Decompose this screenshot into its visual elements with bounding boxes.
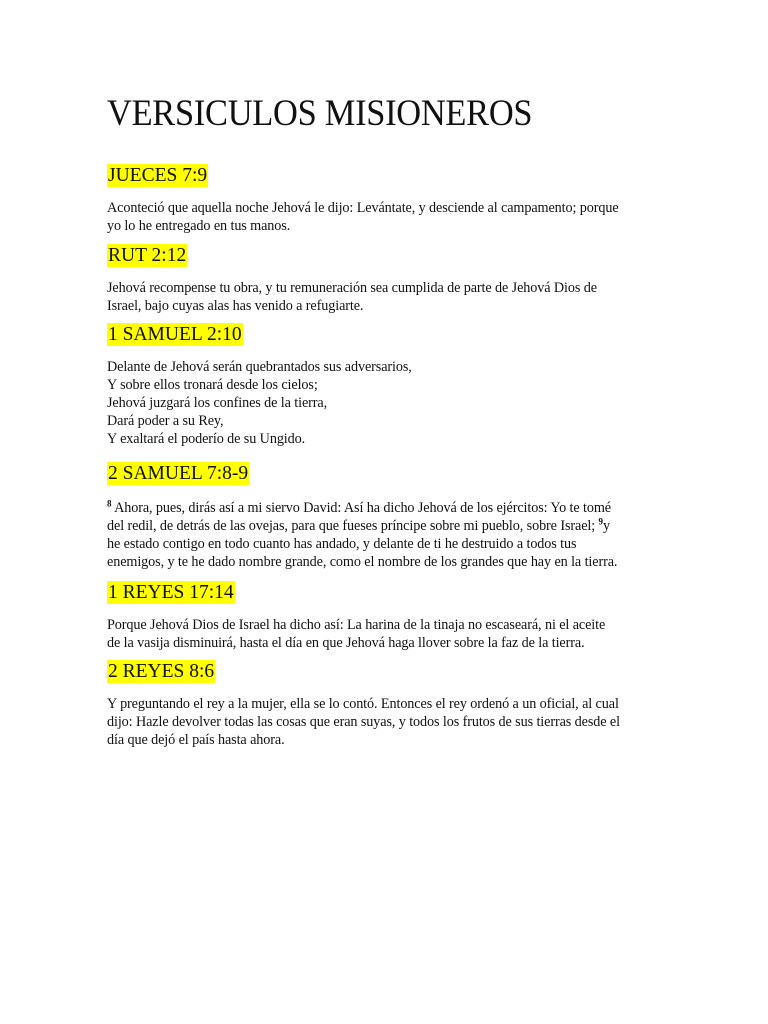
verse-line: Jehová recompense tu obra, y tu remuneración sea cumplida de parte de Jehová Dios de <box>107 280 597 296</box>
verse-text <box>107 616 667 652</box>
verse-section-rut <box>107 244 667 315</box>
verse-number: 9 <box>598 516 603 527</box>
verse-line-text: Ahora, pues, dirás así a mi siervo David: Así ha dicho Jehová de los ejércitos: Yo te tomé <box>111 500 611 516</box>
verse-section-1-samuel <box>107 323 667 448</box>
verse-line: dijo: Hazle devolver todas las cosas que eran suyas, y todos los frutos de sus tierras desde el <box>107 714 620 730</box>
verse-line: de la vasija disminuirá, hasta el día en que Jehová haga llover sobre la faz de la tierra. <box>107 635 585 651</box>
verse-text <box>107 358 667 448</box>
verse-section-2-reyes <box>107 660 667 749</box>
verse-line: Aconteció que aquella noche Jehová le dijo: Levántate, y desciende al campamento; porque <box>107 200 619 216</box>
verse-section-1-reyes <box>107 581 667 652</box>
verse-number: 8 <box>107 498 112 509</box>
verse-line: Y exaltará el poderío de su Ungido. <box>107 431 306 447</box>
verse-text <box>107 279 667 315</box>
verse-line: Dará poder a su Rey, <box>107 413 224 429</box>
verse-line: yo lo he entregado en tus manos. <box>107 218 291 234</box>
verse-line: Jehová juzgará los confines de la tierra, <box>107 395 328 411</box>
verse-line: Israel, bajo cuyas alas has venido a refugiarte. <box>107 298 364 314</box>
verse-heading: JUECES 7:9 <box>108 165 208 186</box>
verse-line: día que dejó el país hasta ahora. <box>107 732 285 748</box>
verse-text <box>107 695 667 749</box>
verse-heading: 2 SAMUEL 7:8-9 <box>108 463 249 484</box>
verse-heading: 1 REYES 17:14 <box>108 582 234 603</box>
verse-line-text: del redil, de detrás de las ovejas, para que fueses príncipe sobre mi pueblo, sobre Israel; <box>107 518 599 534</box>
verse-line: Y preguntando el rey a la mujer, ella se lo contó. Entonces el rey ordenó a un oficial, al cual <box>107 696 619 712</box>
verse-line: Porque Jehová Dios de Israel ha dicho así: La harina de la tinaja no escaseará, ni el aceite <box>107 617 606 633</box>
verse-section-2-samuel <box>107 462 667 571</box>
verse-line: he estado contigo en todo cuanto has andado, y delante de ti he destruido a todos tus <box>107 536 577 552</box>
verse-line: enemigos, y te he dado nombre grande, como el nombre de los grandes que hay en la tierra. <box>107 554 618 570</box>
verse-text <box>107 199 667 235</box>
verse-line: Delante de Jehová serán quebrantados sus adversarios, <box>107 359 412 375</box>
verse-line-text: y <box>602 518 610 534</box>
verse-heading: 1 SAMUEL 2:10 <box>108 324 242 345</box>
verse-section-jueces <box>107 164 667 235</box>
verse-heading: RUT 2:12 <box>108 245 187 266</box>
verse-text <box>107 499 667 571</box>
document-title: VERSICULOS MISIONEROS <box>107 93 533 134</box>
verse-heading: 2 REYES 8:6 <box>108 661 215 682</box>
verse-line: Y sobre ellos tronará desde los cielos; <box>107 377 318 393</box>
verse-line <box>107 499 667 517</box>
verse-line <box>107 517 667 535</box>
